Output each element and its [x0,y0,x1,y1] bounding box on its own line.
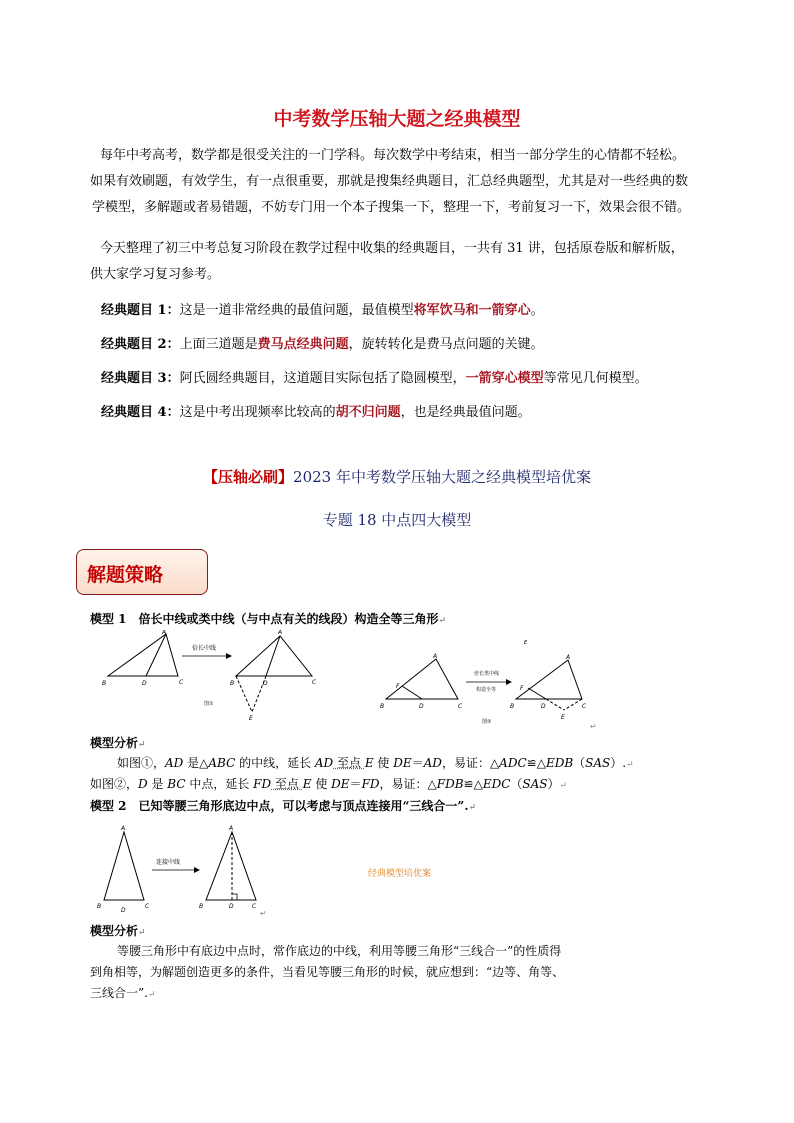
point-label: E [524,640,528,646]
math-run: AD [165,756,184,770]
text-run: 如图②， [90,777,139,791]
text-run: ） [547,777,560,791]
text-run: ≌△ [463,777,483,791]
triangle-abc [386,659,458,699]
item-label: 经典题目 1： [101,303,180,318]
figure-3 [94,822,284,918]
analysis-title-text: 模型分析 [90,924,139,938]
classic-item-list [101,298,761,426]
paragraph-mark: ↵ [559,781,568,791]
point-label: F [520,685,524,692]
figure-caption: 图② [482,719,492,725]
model1-heading-text: 模型 1 倍长中线或类中线（与中点有关的线段）构造全等三角形 [90,612,439,626]
paragraph-mark: ↵ [468,803,477,813]
point-label: C [458,703,463,710]
math-run: SAS [585,756,611,770]
triangle-abc [108,634,178,676]
classic-item [101,298,761,324]
item-text: 上面三道题是 [179,337,258,352]
point-label: D [419,703,424,710]
point-label: A [278,630,283,636]
section-title-text: 2023 年中考数学压轴大题之经典模型培优案 [293,468,591,486]
extension-de [546,699,564,710]
item-text: ，也是经典最值问题。 [400,405,531,420]
item-highlight: 一箭穿心模型 [465,371,544,386]
point-label: A [566,654,571,661]
point-label: B [199,903,204,910]
arrow-right-icon [506,679,512,685]
math-run: DE [331,777,350,791]
math-run: FDB [436,777,464,791]
text-run: ≌△ [526,756,546,770]
segment-be [236,676,252,712]
section-subtitle: 专题 18 中点四大模型 [322,511,472,529]
model2-body-line-last [90,984,156,1004]
item-label: 经典题目 4： [101,405,180,420]
point-label: D [263,680,268,687]
point-label: B [380,703,385,710]
math-run: EDB [545,756,574,770]
text-run: 如图①， [117,756,166,770]
classic-item [101,400,761,426]
paragraph-mark: ↵ [626,760,634,770]
intro-line: 供大家学习复习参考。 [90,267,221,282]
point-label: C [179,679,184,686]
point-label: B [102,680,107,687]
analysis-title-text: 模型分析 [90,736,139,750]
point-label: B [97,903,102,910]
paragraph-mark: ↵ [147,990,156,1000]
text-run: 使 [373,756,394,770]
arrow-right-icon [226,653,232,659]
point-label: C [582,703,587,710]
intro-line: 学模型，多解题或者易错题，不妨专门用一个本子搜集一下，整理一下，考前复习一下，效果会很不错。 [92,200,691,215]
item-label: 经典题目 3： [101,371,180,386]
model2-heading-text: 模型 2 已知等腰三角形底边中点，可以考虑与顶点连接用“三线合一”. [90,799,469,813]
arrow-label: 倍长中线 [192,645,217,652]
arrow-label: 连接中线 [156,859,181,866]
figure-caption: 图① [204,701,214,707]
item-label: 经典题目 2： [101,337,180,352]
point-label: A [229,825,234,832]
text-run: 至点 [333,756,365,770]
strategy-badge [76,549,208,595]
text-run: ）. [610,756,627,770]
point-label: B [230,680,235,687]
math-run: E [364,756,374,770]
classic-item [101,332,761,358]
paragraph-mark: ↵ [438,616,447,626]
math-run: BC [167,777,186,791]
point-label: C [252,903,257,910]
paragraph-mark: ↵ [590,722,597,731]
right-angle-mark [232,894,237,900]
text-run: 使 [311,777,332,791]
math-run: E [302,777,312,791]
point-label: A [121,825,126,832]
intro-line: 今天整理了初三中考总复习阶段在教学过程中收集的经典题目，一共有 31 讲，包括原卷版和解析版， [100,241,684,256]
model2-body-line: 等腰三角形中有底边中点时，常作底边的中线，利用等腰三角形“三线合一”的性质得 [117,944,562,958]
point-label: E [249,715,253,722]
model1-heading [90,610,446,630]
model1-analysis-title [90,734,146,754]
text-run: ＝ [349,777,362,791]
triangle-abc-copy [236,636,312,676]
paragraph-mark: ↵ [138,928,146,938]
isosceles-triangle-copy [206,832,256,900]
figure-1 [100,630,320,725]
point-label: D [121,907,126,914]
math-run: ABC [208,756,236,770]
point-label: D [229,903,234,910]
arrow-label: 倍长类中线 [474,671,500,677]
text-run: 是 [147,777,168,791]
point-label: F [396,683,400,690]
text-run: 中点，延长 [185,777,254,791]
item-text: ，旋转转化是费马点问题的关键。 [348,337,544,352]
watermark-text: 经典模型培优案 [368,869,432,879]
math-run: FD [361,777,380,791]
point-label: C [145,903,150,910]
arrow-label: 构造全等 [476,687,497,693]
text-run: 的中线，延长 [235,756,315,770]
segment-fd-copy [528,688,546,699]
text-run: （ [510,777,523,791]
model2-body-line: 到角相等，为解题创造更多的条件，当看见等腰三角形的时候，就应想到：“边等、角等、 [90,965,565,979]
math-run: D [138,777,148,791]
segment-fd [402,686,422,699]
text-run: ＝ [411,756,424,770]
item-text: 等常见几何模型。 [543,371,648,386]
math-run: AD [314,756,334,770]
text-run: ，易证：△ [441,756,500,770]
intro-line: 如果有效刷题，有效学生，有一点很重要，那就是搜集经典题目，汇总经典题型，尤其是对一些经典的数 [90,174,689,189]
point-label: A [433,653,438,660]
model2-analysis-title [90,922,146,942]
classic-item [101,366,761,392]
point-label: D [541,703,546,710]
figure-2 [378,636,608,731]
item-text: 这是中考出现频率比较高的 [179,405,336,420]
arrow-right-icon [194,867,200,873]
math-run: FD [253,777,272,791]
strategy-badge-label: 解题策略 [87,564,164,586]
item-text: 这是一道非常经典的最值问题，最值模型 [179,303,414,318]
math-run: SAS [522,777,548,791]
model1-analysis-line-2 [90,775,567,795]
item-highlight: 将军饮马和一箭穿心 [413,303,531,318]
intro-paragraph-1 [90,143,770,221]
math-run: AD [423,756,442,770]
page-title: 中考数学压轴大题之经典模型 [273,108,521,130]
segment-ce [564,699,582,710]
intro-paragraph-2 [90,236,770,288]
point-label: B [510,703,515,710]
intro-line: 每年中考高考，数学都是很受关注的一门学科。每次数学中考结束，相当一部分学生的心情都不轻松。 [100,148,686,163]
point-label: D [142,680,147,687]
text-run: 是△ [183,756,209,770]
point-label: A [162,630,167,636]
text-run: 至点 [271,777,303,791]
paragraph-mark: ↵ [260,909,267,918]
triangle-abc-copy [516,660,582,699]
isosceles-triangle [104,832,144,900]
item-text: 。 [530,303,544,318]
model1-analysis-line-1 [117,754,634,774]
item-highlight: 费马点经典问题 [257,337,349,352]
paragraph-mark: ↵ [138,740,146,750]
text-run: ，易证：△ [379,777,437,791]
median-ad [146,634,166,676]
point-label: E [561,714,565,721]
math-run: EDC [482,777,511,791]
model2-heading [90,797,476,817]
item-text: 阿氏圆经典题目，这道题目实际包括了隐圆模型， [179,371,466,386]
math-run: ADC [499,756,527,770]
section-title [0,466,794,487]
math-run: DE [393,756,412,770]
item-highlight: 胡不归问题 [335,405,401,420]
section-bracket: 【压轴必刷】 [203,468,294,486]
point-label: C [312,679,317,686]
text-run: （ [573,756,586,770]
body-text: 三线合一”. [90,986,148,1000]
